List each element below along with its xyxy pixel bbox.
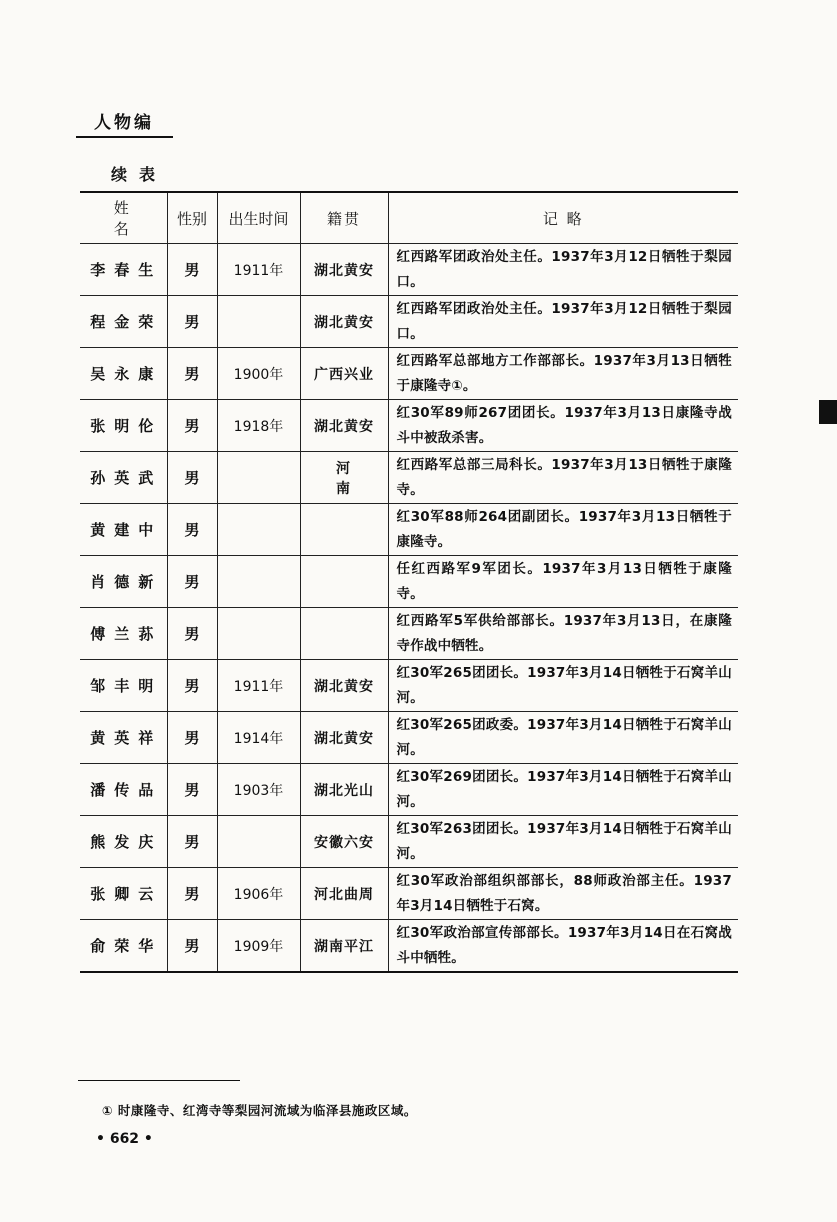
cell-native-place: 广西兴业 <box>300 348 388 400</box>
cell-sex: 男 <box>167 920 217 973</box>
cell-native-place: 湖北黄安 <box>300 660 388 712</box>
cell-sex: 男 <box>167 608 217 660</box>
table-row <box>80 400 738 452</box>
cell-record: 红30军269团团长。1937年3月14日牺牲于石窝羊山河。 <box>388 764 738 816</box>
cell-name: 俞荣华 <box>80 920 167 973</box>
cell-birth: 1911年 <box>217 660 300 712</box>
cell-record: 红30军政治部宣传部部长。1937年3月14日在石窝战斗中牺牲。 <box>396 924 732 966</box>
cell-birth: 1918年 <box>217 400 300 452</box>
cell-birth <box>217 296 300 348</box>
cell-native-place: 湖北黄安 <box>300 712 388 764</box>
cell-native-place: 河北曲周 <box>300 868 388 920</box>
cell-sex: 男 <box>167 660 217 712</box>
cell-record: 红30军政治部组织部部长，88师政治部主任。1937年3月14日牺牲于石窝。 <box>388 868 738 920</box>
table-header-row <box>80 192 738 244</box>
cell-record: 红西路军5军供给部部长。1937年3月13日，在康隆寺作战中牺牲。 <box>388 608 738 660</box>
continued-label: 续表 <box>111 165 168 184</box>
cell-record: 红西路军总部三局科长。1937年3月13日牺牲于康隆寺。 <box>388 452 738 504</box>
cell-native-place: 湖南平江 <box>300 920 388 973</box>
column-header-birth: 出生时间 <box>217 192 300 244</box>
cell-record: 任红西路军9军团长。1937年3月13日牺牲于康隆寺。 <box>388 556 738 608</box>
table-row <box>80 296 738 348</box>
cell-birth: 1906年 <box>217 868 300 920</box>
cell-record: 红30军265团政委。1937年3月14日牺牲于石窝羊山河。 <box>388 712 738 764</box>
table-row <box>80 712 738 764</box>
cell-birth: 1911年 <box>217 244 300 296</box>
table-row <box>80 660 738 712</box>
table-row <box>80 868 738 920</box>
cell-sex: 男 <box>167 556 217 608</box>
table-row <box>80 608 738 660</box>
cell-record: 红西路军团政治处主任。1937年3月12日牺牲于梨园口。 <box>388 296 738 348</box>
cell-sex: 男 <box>167 816 217 868</box>
cell-sex: 男 <box>167 868 217 920</box>
records-table <box>80 191 738 973</box>
page-edge-tab <box>819 400 837 424</box>
table-row <box>80 764 738 816</box>
cell-name: 黄英祥 <box>80 712 167 764</box>
column-header-name: 姓 名 <box>80 192 167 244</box>
section-header: 人物编 <box>76 112 173 138</box>
cell-sex: 男 <box>167 400 217 452</box>
cell-birth <box>217 556 300 608</box>
cell-record: 红30军89师267团团长。1937年3月13日康隆寺战斗中被敌杀害。 <box>388 400 738 452</box>
cell-birth <box>217 816 300 868</box>
cell-native-place: 湖北黄安 <box>300 296 388 348</box>
table-row <box>80 920 738 973</box>
cell-birth <box>217 504 300 556</box>
table-row <box>80 816 738 868</box>
cell-record: 红西路军团政治处主任。1937年3月12日牺牲于梨园口。 <box>388 244 738 296</box>
cell-sex: 男 <box>167 712 217 764</box>
cell-name: 张卿云 <box>80 868 167 920</box>
cell-birth: 1914年 <box>217 712 300 764</box>
cell-name: 李春生 <box>80 244 167 296</box>
cell-name: 孙英武 <box>80 452 167 504</box>
cell-native-place <box>300 504 388 556</box>
cell-sex: 男 <box>167 764 217 816</box>
cell-name: 熊发庆 <box>80 816 167 868</box>
cell-native-place: 湖北黄安 <box>300 244 388 296</box>
table-row <box>80 244 738 296</box>
cell-name: 吴永康 <box>80 348 167 400</box>
footnote-divider <box>78 1080 240 1081</box>
cell-sex: 男 <box>167 452 217 504</box>
table-row <box>80 504 738 556</box>
cell-name: 潘传品 <box>80 764 167 816</box>
cell-name: 傅兰荪 <box>80 608 167 660</box>
cell-native-place: 河南 <box>300 452 388 504</box>
column-header-sex: 性别 <box>167 192 217 244</box>
cell-record: 红30军88师264团副团长。1937年3月13日牺牲于康隆寺。 <box>388 504 738 556</box>
cell-birth <box>217 608 300 660</box>
cell-sex: 男 <box>167 348 217 400</box>
cell-native-place: 湖北黄安 <box>300 400 388 452</box>
cell-birth: 1900年 <box>217 348 300 400</box>
cell-sex: 男 <box>167 244 217 296</box>
cell-native-place: 安徽六安 <box>300 816 388 868</box>
cell-native-place: 湖北光山 <box>300 764 388 816</box>
cell-record: 红30军265团团长。1937年3月14日牺牲于石窝羊山河。 <box>388 660 738 712</box>
column-header-record: 记 略 <box>388 192 738 244</box>
cell-name: 邹丰明 <box>80 660 167 712</box>
footnote: ① 时康隆寺、红湾寺等梨园河流域为临泽县施政区域。 <box>102 1103 417 1118</box>
cell-name: 黄建中 <box>80 504 167 556</box>
cell-name: 程金荣 <box>80 296 167 348</box>
cell-sex: 男 <box>167 296 217 348</box>
table-row <box>80 556 738 608</box>
cell-birth: 1909年 <box>217 920 300 973</box>
cell-birth: 1903年 <box>217 764 300 816</box>
cell-native-place <box>300 556 388 608</box>
cell-native-place <box>300 608 388 660</box>
cell-record: 红西路军总部地方工作部部长。1937年3月13日牺牲于康隆寺①。 <box>388 348 738 400</box>
cell-name: 张明伦 <box>80 400 167 452</box>
cell-sex: 男 <box>167 504 217 556</box>
page-number: • 662 • <box>96 1131 153 1147</box>
cell-record: 红30军263团团长。1937年3月14日牺牲于石窝羊山河。 <box>388 816 738 868</box>
cell-name: 肖德新 <box>80 556 167 608</box>
table-row <box>80 348 738 400</box>
table-row <box>80 452 738 504</box>
column-header-native-place: 籍贯 <box>300 192 388 244</box>
cell-birth <box>217 452 300 504</box>
